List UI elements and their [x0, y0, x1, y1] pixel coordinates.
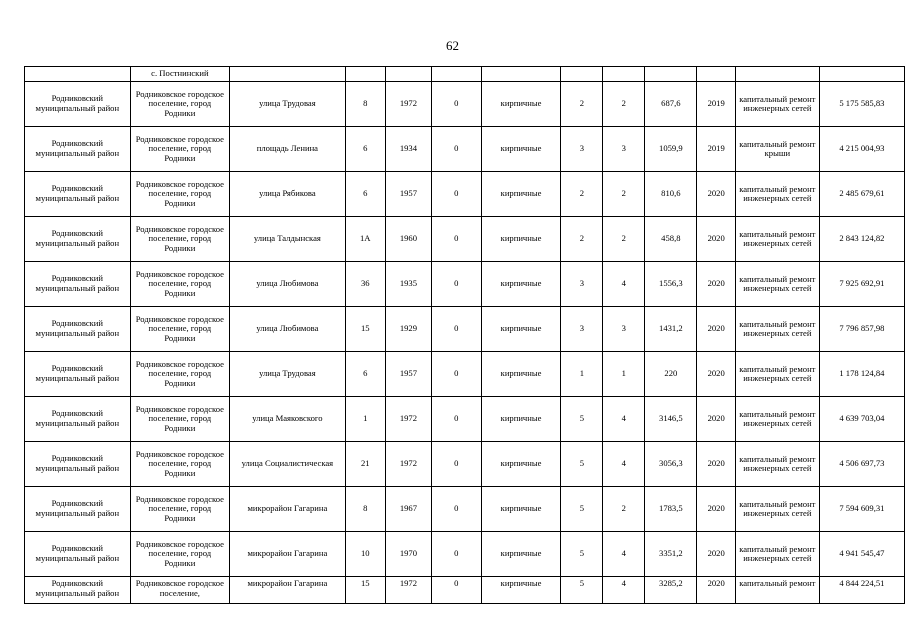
cell-zero-value: 0 — [432, 532, 482, 577]
cell-entrances: 2 — [603, 217, 645, 262]
cell-street: улица Трудовая — [230, 82, 346, 127]
cell-cost: 7 796 857,98 — [819, 307, 904, 352]
cell-district: Родниковский муниципальный район — [25, 127, 131, 172]
cell-street: улица Талдынская — [230, 217, 346, 262]
cell-work-type: капитальный ремонт инженерных сетей — [735, 307, 819, 352]
cell-build-year: 1935 — [385, 262, 431, 307]
cell-house-number: 6 — [345, 127, 385, 172]
cell-district: Родниковский муниципальный район — [25, 217, 131, 262]
housing-repair-table — [24, 66, 905, 604]
table-row — [25, 82, 905, 127]
cell-area: 810,6 — [645, 172, 697, 217]
cell-house-number: 6 — [345, 352, 385, 397]
table-row — [25, 352, 905, 397]
cell-cost: 4 506 697,73 — [819, 442, 904, 487]
cell-wall-material: кирпичные — [481, 127, 561, 172]
cell-district: Родниковский муниципальный район — [25, 352, 131, 397]
cell-cost: 5 175 585,83 — [819, 82, 904, 127]
cell-work-type: капитальный ремонт инженерных сетей — [735, 532, 819, 577]
cell-area: 1431,2 — [645, 307, 697, 352]
cell-house-number: 8 — [345, 487, 385, 532]
cell-district — [25, 67, 131, 82]
table-row — [25, 127, 905, 172]
cell-street: улица Маяковского — [230, 397, 346, 442]
cell-settlement: Родниковское городское поселение, город Родники — [130, 217, 229, 262]
cell-street: улица Рябикова — [230, 172, 346, 217]
cell-settlement: Родниковское городское поселение, город Родники — [130, 82, 229, 127]
cell-entrances: 4 — [603, 532, 645, 577]
page-number: 62 — [446, 38, 459, 53]
table-body — [25, 67, 905, 604]
cell-wall-material: кирпичные — [481, 172, 561, 217]
cell-street: микрорайон Гагарина — [230, 532, 346, 577]
cell-settlement: Родниковское городское поселение, город Родники — [130, 397, 229, 442]
cell-plan-year: 2019 — [697, 127, 735, 172]
cell-entrances: 4 — [603, 442, 645, 487]
document-table-wrapper — [24, 66, 905, 604]
cell-entrances: 2 — [603, 82, 645, 127]
cell-floors: 2 — [561, 217, 603, 262]
cell-cost — [819, 67, 904, 82]
cell-plan-year — [697, 67, 735, 82]
cell-cost: 7 925 692,91 — [819, 262, 904, 307]
cell-area: 687,6 — [645, 82, 697, 127]
cell-settlement: Родниковское городское поселение, город Родники — [130, 442, 229, 487]
cell-plan-year: 2020 — [697, 532, 735, 577]
cell-district: Родниковский муниципальный район — [25, 307, 131, 352]
table-row — [25, 577, 905, 604]
cell-street: микрорайон Гагарина — [230, 487, 346, 532]
cell-street: улица Трудовая — [230, 352, 346, 397]
cell-plan-year: 2019 — [697, 82, 735, 127]
cell-zero-value: 0 — [432, 487, 482, 532]
cell-house-number: 36 — [345, 262, 385, 307]
cell-zero-value: 0 — [432, 262, 482, 307]
cell-settlement: Родниковское городское поселение, город Родники — [130, 352, 229, 397]
cell-street: микрорайон Гагарина — [230, 577, 346, 604]
cell-settlement: с. Постнинский — [130, 67, 229, 82]
cell-zero-value: 0 — [432, 352, 482, 397]
cell-wall-material: кирпичные — [481, 577, 561, 604]
cell-settlement: Родниковское городское поселение, город Родники — [130, 127, 229, 172]
cell-area: 1783,5 — [645, 487, 697, 532]
cell-work-type: капитальный ремонт инженерных сетей — [735, 217, 819, 262]
cell-work-type: капитальный ремонт крыши — [735, 127, 819, 172]
cell-plan-year: 2020 — [697, 577, 735, 604]
cell-floors: 3 — [561, 262, 603, 307]
cell-cost: 4 941 545,47 — [819, 532, 904, 577]
cell-entrances: 2 — [603, 487, 645, 532]
cell-work-type: капитальный ремонт — [735, 577, 819, 604]
cell-settlement: Родниковское городское поселение, город Родники — [130, 532, 229, 577]
cell-build-year: 1957 — [385, 172, 431, 217]
cell-zero-value: 0 — [432, 82, 482, 127]
cell-work-type: капитальный ремонт инженерных сетей — [735, 397, 819, 442]
cell-plan-year: 2020 — [697, 262, 735, 307]
table-row — [25, 172, 905, 217]
cell-plan-year: 2020 — [697, 487, 735, 532]
cell-build-year: 1929 — [385, 307, 431, 352]
cell-house-number: 21 — [345, 442, 385, 487]
cell-build-year: 1960 — [385, 217, 431, 262]
cell-area: 220 — [645, 352, 697, 397]
cell-wall-material: кирпичные — [481, 262, 561, 307]
cell-house-number: 1А — [345, 217, 385, 262]
cell-settlement: Родниковское городское поселение, город Родники — [130, 172, 229, 217]
cell-floors: 3 — [561, 127, 603, 172]
cell-street: улица Любимова — [230, 307, 346, 352]
cell-entrances: 4 — [603, 262, 645, 307]
cell-settlement: Родниковское городское поселение, — [130, 577, 229, 604]
cell-floors: 3 — [561, 307, 603, 352]
cell-settlement: Родниковское городское поселение, город Родники — [130, 487, 229, 532]
table-row — [25, 532, 905, 577]
cell-zero-value: 0 — [432, 217, 482, 262]
cell-area: 3351,2 — [645, 532, 697, 577]
table-row — [25, 397, 905, 442]
cell-entrances — [603, 67, 645, 82]
cell-district: Родниковский муниципальный район — [25, 82, 131, 127]
cell-entrances: 4 — [603, 577, 645, 604]
table-row — [25, 217, 905, 262]
cell-build-year: 1972 — [385, 577, 431, 604]
cell-wall-material: кирпичные — [481, 487, 561, 532]
cell-plan-year: 2020 — [697, 172, 735, 217]
cell-district: Родниковский муниципальный район — [25, 172, 131, 217]
table-row — [25, 307, 905, 352]
cell-floors — [561, 67, 603, 82]
cell-cost: 2 843 124,82 — [819, 217, 904, 262]
cell-build-year: 1972 — [385, 82, 431, 127]
cell-district: Родниковский муниципальный район — [25, 397, 131, 442]
cell-plan-year: 2020 — [697, 442, 735, 487]
cell-zero-value — [432, 67, 482, 82]
cell-district: Родниковский муниципальный район — [25, 487, 131, 532]
cell-area: 458,8 — [645, 217, 697, 262]
cell-entrances: 3 — [603, 127, 645, 172]
cell-cost: 7 594 609,31 — [819, 487, 904, 532]
cell-floors: 1 — [561, 352, 603, 397]
cell-house-number: 8 — [345, 82, 385, 127]
cell-street: улица Любимова — [230, 262, 346, 307]
cell-wall-material: кирпичные — [481, 532, 561, 577]
cell-build-year: 1972 — [385, 442, 431, 487]
cell-cost: 4 639 703,04 — [819, 397, 904, 442]
cell-district: Родниковский муниципальный район — [25, 442, 131, 487]
cell-work-type: капитальный ремонт инженерных сетей — [735, 442, 819, 487]
cell-floors: 2 — [561, 82, 603, 127]
cell-wall-material: кирпичные — [481, 442, 561, 487]
cell-area: 3285,2 — [645, 577, 697, 604]
cell-build-year: 1957 — [385, 352, 431, 397]
cell-house-number — [345, 67, 385, 82]
cell-cost: 1 178 124,84 — [819, 352, 904, 397]
table-row-continuation — [25, 67, 905, 82]
cell-zero-value: 0 — [432, 442, 482, 487]
cell-zero-value: 0 — [432, 577, 482, 604]
table-row — [25, 262, 905, 307]
cell-wall-material: кирпичные — [481, 217, 561, 262]
cell-house-number: 15 — [345, 307, 385, 352]
cell-settlement: Родниковское городское поселение, город Родники — [130, 307, 229, 352]
cell-plan-year: 2020 — [697, 307, 735, 352]
cell-build-year: 1970 — [385, 532, 431, 577]
cell-wall-material: кирпичные — [481, 397, 561, 442]
cell-build-year — [385, 67, 431, 82]
cell-floors: 5 — [561, 442, 603, 487]
cell-wall-material: кирпичные — [481, 352, 561, 397]
cell-floors: 5 — [561, 397, 603, 442]
cell-build-year: 1934 — [385, 127, 431, 172]
cell-street: площадь Ленина — [230, 127, 346, 172]
cell-work-type: капитальный ремонт инженерных сетей — [735, 172, 819, 217]
cell-zero-value: 0 — [432, 307, 482, 352]
cell-entrances: 1 — [603, 352, 645, 397]
cell-area: 1059,9 — [645, 127, 697, 172]
cell-street: улица Социалистическая — [230, 442, 346, 487]
cell-cost: 2 485 679,61 — [819, 172, 904, 217]
cell-zero-value: 0 — [432, 127, 482, 172]
cell-wall-material: кирпичные — [481, 307, 561, 352]
cell-area: 1556,3 — [645, 262, 697, 307]
cell-plan-year: 2020 — [697, 217, 735, 262]
cell-build-year: 1972 — [385, 397, 431, 442]
cell-wall-material: кирпичные — [481, 82, 561, 127]
cell-work-type: капитальный ремонт инженерных сетей — [735, 82, 819, 127]
cell-district: Родниковский муниципальный район — [25, 262, 131, 307]
cell-house-number: 6 — [345, 172, 385, 217]
cell-cost: 4 215 004,93 — [819, 127, 904, 172]
cell-area — [645, 67, 697, 82]
cell-floors: 5 — [561, 577, 603, 604]
cell-floors: 5 — [561, 532, 603, 577]
cell-wall-material — [481, 67, 561, 82]
cell-cost: 4 844 224,51 — [819, 577, 904, 604]
cell-plan-year: 2020 — [697, 352, 735, 397]
table-row — [25, 487, 905, 532]
table-row — [25, 442, 905, 487]
cell-build-year: 1967 — [385, 487, 431, 532]
cell-area: 3056,3 — [645, 442, 697, 487]
cell-zero-value: 0 — [432, 397, 482, 442]
cell-entrances: 4 — [603, 397, 645, 442]
cell-entrances: 3 — [603, 307, 645, 352]
cell-work-type: капитальный ремонт инженерных сетей — [735, 262, 819, 307]
cell-work-type — [735, 67, 819, 82]
cell-house-number: 1 — [345, 397, 385, 442]
cell-district: Родниковский муниципальный район — [25, 577, 131, 604]
cell-entrances: 2 — [603, 172, 645, 217]
cell-street — [230, 67, 346, 82]
cell-floors: 2 — [561, 172, 603, 217]
cell-zero-value: 0 — [432, 172, 482, 217]
cell-house-number: 10 — [345, 532, 385, 577]
cell-settlement: Родниковское городское поселение, город Родники — [130, 262, 229, 307]
cell-work-type: капитальный ремонт инженерных сетей — [735, 352, 819, 397]
cell-area: 3146,5 — [645, 397, 697, 442]
cell-house-number: 15 — [345, 577, 385, 604]
cell-district: Родниковский муниципальный район — [25, 532, 131, 577]
cell-plan-year: 2020 — [697, 397, 735, 442]
cell-floors: 5 — [561, 487, 603, 532]
cell-work-type: капитальный ремонт инженерных сетей — [735, 487, 819, 532]
